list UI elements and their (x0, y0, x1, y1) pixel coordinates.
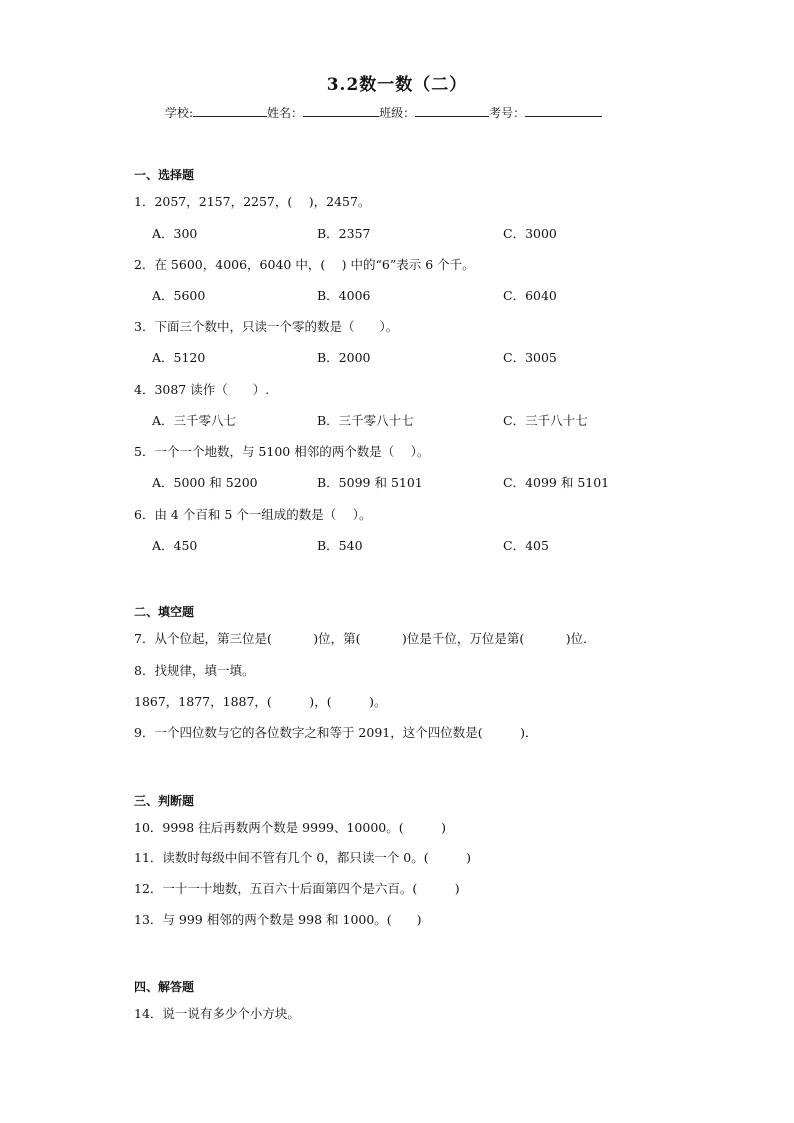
option-a[interactable]: A．5120 (152, 350, 206, 365)
name-label: 姓名： (267, 106, 304, 120)
question-11: 11．读数时每级中间不管有几个 0，都只读一个 0。( ) (134, 850, 472, 865)
section-heading-judge: 三、判断题 (134, 794, 195, 808)
option-a[interactable]: A．5000 和 5200 (152, 475, 258, 490)
question-5-options (152, 473, 752, 491)
question-1: 1．2057，2157，2257，( )，2457。 (134, 194, 371, 209)
option-c[interactable]: C．3000 (503, 226, 557, 241)
question-2: 2．在 5600，4006，6040 中，( ) 中的“6”表示 6 个千。 (134, 257, 475, 272)
page-title: 3.2数一数（二） (326, 75, 468, 95)
question-8: 8．找规律，填一填。 (134, 663, 255, 678)
question-6: 6．由 4 个百和 5 个一组成的数是（ ）。 (134, 507, 372, 522)
option-b[interactable]: B．5099 和 5101 (317, 475, 423, 490)
question-3: 3．下面三个数中，只读一个零的数是（ ）。 (134, 319, 399, 334)
question-8-sequence: 1867，1877，1887，( )，( )。 (134, 694, 387, 709)
student-info-line (165, 104, 602, 121)
section-heading-fill: 二、填空题 (134, 605, 195, 619)
exam-no-blank[interactable] (525, 104, 602, 117)
exam-no-label: 考号： (489, 106, 526, 120)
section-heading-choice: 一、选择题 (134, 168, 195, 182)
option-b[interactable]: B．4006 (317, 288, 371, 303)
option-a[interactable]: A．300 (152, 226, 198, 241)
option-c[interactable]: C．三千八十七 (503, 413, 588, 428)
option-a[interactable]: A．三千零八七 (152, 413, 237, 428)
question-13: 13．与 999 相邻的两个数是 998 和 1000。( ) (134, 912, 422, 927)
option-c[interactable]: C．4099 和 5101 (503, 475, 610, 490)
class-label: 班级： (379, 106, 416, 120)
option-a[interactable]: A．5600 (152, 288, 206, 303)
question-4-options (152, 411, 752, 429)
option-c[interactable]: C．3005 (503, 350, 557, 365)
question-12: 12．一十一十地数，五百六十后面第四个是六百。( ) (134, 881, 460, 896)
question-5: 5．一个一个地数，与 5100 相邻的两个数是（ ）。 (134, 444, 430, 459)
question-7: 7．从个位起，第三位是( )位，第( )位是千位，万位是第( )位． (134, 631, 596, 646)
question-2-options (152, 286, 752, 304)
question-6-options (152, 536, 752, 554)
option-b[interactable]: B．540 (317, 538, 363, 553)
option-c[interactable]: C．405 (503, 538, 549, 553)
option-b[interactable]: B．2000 (317, 350, 371, 365)
question-3-options (152, 348, 752, 366)
name-blank[interactable] (303, 104, 379, 117)
question-1-options (152, 224, 752, 242)
section-heading-solve: 四、解答题 (134, 980, 195, 994)
option-a[interactable]: A．450 (152, 538, 198, 553)
question-4: 4．3087 读作（ ）. (134, 382, 270, 397)
school-blank[interactable] (193, 104, 267, 117)
option-b[interactable]: B．2357 (317, 226, 371, 241)
question-9: 9．一个四位数与它的各位数字之和等于 2091，这个四位数是( )． (134, 725, 538, 740)
class-blank[interactable] (415, 104, 489, 117)
option-c[interactable]: C．6040 (503, 288, 557, 303)
option-b[interactable]: B．三千零八十七 (317, 413, 414, 428)
question-14: 14．说一说有多少个小方块。 (134, 1006, 300, 1021)
school-label: 学校: (165, 106, 194, 120)
question-10: 10．9998 往后再数两个数是 9999、10000。( ) (134, 820, 446, 835)
